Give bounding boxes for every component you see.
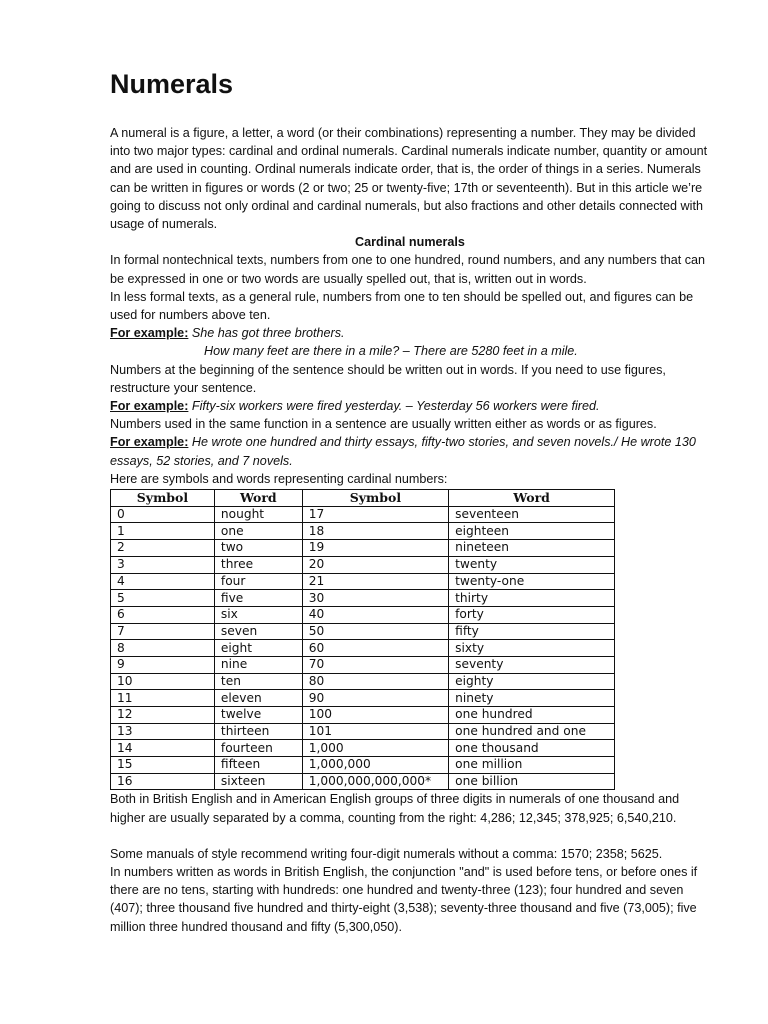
cell-symbol: 3	[111, 556, 215, 573]
less-formal-texts-paragraph: In less formal texts, as a general rule, numbers from one to ten should be spelled out, and figures can be used for numbers above ten.	[110, 289, 694, 323]
cell-word: one billion	[449, 773, 615, 790]
cell-symbol: 19	[302, 540, 448, 557]
cell-symbol: 14	[111, 740, 215, 757]
paragraph-spacer	[110, 827, 710, 845]
cell-symbol: 7	[111, 623, 215, 640]
cell-symbol: 21	[302, 573, 448, 590]
table-row	[111, 573, 615, 590]
table-row	[111, 506, 615, 523]
cell-word: one hundred and one	[449, 723, 615, 740]
four-digit-paragraph: Some manuals of style recommend writing four-digit numerals without a comma: 1570; 2358; 5625.	[110, 846, 663, 861]
table-row	[111, 606, 615, 623]
cell-symbol: 15	[111, 757, 215, 774]
cell-word: eleven	[214, 690, 302, 707]
column-header-word-2: Word	[449, 490, 615, 507]
table-row	[111, 623, 615, 640]
cell-symbol: 0	[111, 506, 215, 523]
page-title: Numerals	[110, 69, 234, 99]
cell-word: five	[214, 590, 302, 607]
cell-word: one	[214, 523, 302, 540]
cell-symbol: 1,000,000,000,000*	[302, 773, 448, 790]
cell-word: two	[214, 540, 302, 557]
example-label: For example:	[110, 326, 189, 341]
cell-word: seventy	[449, 656, 615, 673]
cell-symbol: 1,000	[302, 740, 448, 757]
cell-symbol: 1,000,000	[302, 757, 448, 774]
cell-symbol: 9	[111, 656, 215, 673]
cell-symbol: 16	[111, 773, 215, 790]
cell-symbol: 101	[302, 723, 448, 740]
cell-word: thirty	[449, 590, 615, 607]
cell-word: seven	[214, 623, 302, 640]
table-row	[111, 640, 615, 657]
cell-symbol: 100	[302, 707, 448, 724]
table-row	[111, 723, 615, 740]
cell-symbol: 1	[111, 523, 215, 540]
table-row	[111, 773, 615, 790]
table-row	[111, 590, 615, 607]
formal-texts-paragraph: In formal nontechnical texts, numbers from one to one hundred, round numbers, and any numbers that can be expressed in one or two words are usually spelled out, that is, written out in words.	[110, 253, 706, 286]
cell-symbol: 20	[302, 556, 448, 573]
same-function-paragraph: Numbers used in the same function in a sentence are usually written either as words or as figures.	[110, 417, 657, 432]
cell-word: twelve	[214, 707, 302, 724]
cardinal-numbers-table	[110, 489, 615, 790]
table-row	[111, 757, 615, 774]
table-body	[111, 506, 615, 790]
cell-word: thirteen	[214, 723, 302, 740]
cell-word: sixteen	[214, 773, 302, 790]
table-row	[111, 707, 615, 724]
cell-symbol: 90	[302, 690, 448, 707]
cell-symbol: 8	[111, 640, 215, 657]
cell-word: nine	[214, 656, 302, 673]
cell-symbol: 40	[302, 606, 448, 623]
table-row	[111, 656, 615, 673]
column-header-word-1: Word	[214, 490, 302, 507]
cell-word: fourteen	[214, 740, 302, 757]
cell-word: eighteen	[449, 523, 615, 540]
cell-symbol: 70	[302, 656, 448, 673]
cell-symbol: 30	[302, 590, 448, 607]
sentence-beginning-paragraph: Numbers at the beginning of the sentence should be written out in words. If you need to use figures, restructure your sentence.	[110, 362, 666, 395]
example-3-text: He wrote one hundred and thirty essays, fifty-two stories, and seven novels./ He wrote 130 essays, 52 stories, and 7 novels.	[110, 435, 696, 468]
table-row	[111, 690, 615, 707]
example-1	[110, 324, 710, 342]
example-2-text: Fifty-six workers were fired yesterday. – Yesterday 56 workers were fired.	[191, 399, 600, 414]
table-row	[111, 556, 615, 573]
cell-word: six	[214, 606, 302, 623]
cell-word: eighty	[449, 673, 615, 690]
cell-word: sixty	[449, 640, 615, 657]
comma-grouping-paragraph: Both in British English and in American English groups of three digits in numerals of one thousand and higher are usually separated by a comma, counting from the right: 4,286; 12,345; 378,925; 6,540,210.	[110, 792, 680, 825]
cell-word: one thousand	[449, 740, 615, 757]
table-row	[111, 673, 615, 690]
example-1-line-2: How many feet are there in a mile? – There are 5280 feet in a mile.	[204, 344, 578, 359]
column-header-symbol-2: Symbol	[302, 490, 448, 507]
document-content	[110, 66, 710, 936]
cell-word: nought	[214, 506, 302, 523]
example-1-line-1: She has got three brothers.	[191, 326, 345, 341]
table-header-row	[111, 490, 615, 507]
example-3	[110, 433, 710, 469]
intro-paragraph: A numeral is a figure, a letter, a word (or their combinations) representing a number. They may be divided into two major types: cardinal and ordinal numerals. Cardinal numerals indicate number, quantity or amount and are used in counting. Ordinal numerals indicate order, that is, the order of things in a series. Numerals can be written in figures or words (2 or two; 25 or twenty-five; 17th or seventeenth). But in this article we’re going to discuss not only ordinal and cardinal numerals, but also fractions and other details connected with usage of numerals.	[110, 126, 708, 232]
cell-symbol: 17	[302, 506, 448, 523]
cell-symbol: 10	[111, 673, 215, 690]
cell-word: twenty-one	[449, 573, 615, 590]
cell-symbol: 60	[302, 640, 448, 657]
cell-word: fifteen	[214, 757, 302, 774]
cell-word: one hundred	[449, 707, 615, 724]
cell-word: seventeen	[449, 506, 615, 523]
cell-symbol: 13	[111, 723, 215, 740]
table-row	[111, 740, 615, 757]
cell-symbol: 11	[111, 690, 215, 707]
cell-symbol: 6	[111, 606, 215, 623]
cell-word: forty	[449, 606, 615, 623]
column-header-symbol-1: Symbol	[111, 490, 215, 507]
cell-symbol: 80	[302, 673, 448, 690]
cell-symbol: 5	[111, 590, 215, 607]
cell-symbol: 18	[302, 523, 448, 540]
table-row	[111, 523, 615, 540]
cell-symbol: 50	[302, 623, 448, 640]
cell-word: ninety	[449, 690, 615, 707]
cell-symbol: 2	[111, 540, 215, 557]
example-label: For example:	[110, 435, 189, 450]
cell-word: three	[214, 556, 302, 573]
cell-word: one million	[449, 757, 615, 774]
section-heading: Cardinal numerals	[355, 235, 465, 250]
cell-symbol: 12	[111, 707, 215, 724]
cell-word: fifty	[449, 623, 615, 640]
example-label: For example:	[110, 399, 189, 414]
cell-symbol: 4	[111, 573, 215, 590]
cell-word: twenty	[449, 556, 615, 573]
table-row	[111, 540, 615, 557]
cell-word: ten	[214, 673, 302, 690]
table-intro: Here are symbols and words representing cardinal numbers:	[110, 471, 448, 486]
cell-word: four	[214, 573, 302, 590]
example-2	[110, 397, 710, 415]
and-conjunction-paragraph: In numbers written as words in British English, the conjunction "and" is used before tens, or before ones if there are no tens, starting with hundreds: one hundred and twenty-three (123); four hundred and seven (407); three thousand five hundred and thirty-eight (3,538); seventy-three thousand and five (73,005); five million three hundred thousand and fifty (5,300,050).	[110, 865, 698, 934]
cell-word: nineteen	[449, 540, 615, 557]
cell-word: eight	[214, 640, 302, 657]
